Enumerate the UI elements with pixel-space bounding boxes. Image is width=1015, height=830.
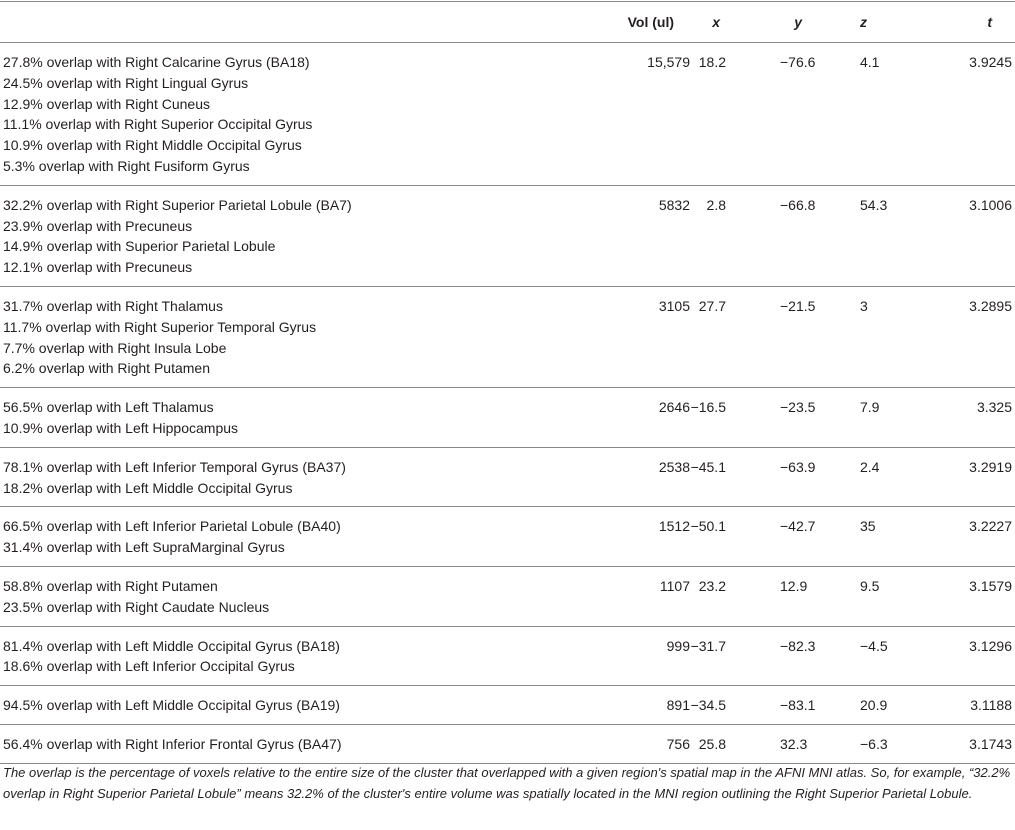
x-cell-value: −50.1 <box>690 518 726 535</box>
region-overlap-line: 14.9% overlap with Superior Parietal Lobule <box>3 238 276 255</box>
table-row <box>0 447 1015 507</box>
table-row <box>0 626 1015 686</box>
results-table <box>0 1 1015 764</box>
x-cell-value: 25.8 <box>698 735 726 752</box>
table-footnote: The overlap is the percentage of voxels relative to the entire size of the cluster that overlapped with a given region's spatial map in the AFNI MNI atlas. So, for example, “32.2% overlap in Right Superior Parietal Lobule” means 32.2% of the cluster's entire volume was spatially located in the MNI region outlining the Right Superior Parietal Lobule. <box>3 765 1011 801</box>
x-cell-value: 18.2 <box>698 54 726 70</box>
t-cell <box>930 724 1015 763</box>
x-cell <box>690 388 780 448</box>
y-cell <box>780 686 860 725</box>
t-cell-value: 3.1743 <box>969 735 1012 752</box>
region-cell <box>0 626 560 686</box>
region-cell <box>0 286 560 387</box>
region-overlap-line: 7.7% overlap with Right Insula Lobe <box>3 339 227 356</box>
z-cell <box>860 185 930 286</box>
x-cell <box>690 43 780 186</box>
y-cell-value: −76.6 <box>780 54 816 70</box>
y-cell-value: −66.8 <box>780 196 816 213</box>
x-cell-value: −31.7 <box>690 637 726 654</box>
region-overlap-line: 94.5% overlap with Left Middle Occipital Gyrus (BA19) <box>3 697 340 714</box>
table-row <box>0 185 1015 286</box>
region-overlap-line: 11.7% overlap with Right Superior Temporal Gyrus <box>3 318 317 335</box>
z-cell <box>860 43 930 186</box>
region-overlap-line: 78.1% overlap with Left Inferior Temporal Gyrus (BA37) <box>3 458 346 475</box>
x-cell <box>690 686 780 725</box>
x-cell <box>690 724 780 763</box>
volume-cell-value: 5832 <box>658 196 690 213</box>
z-cell-value: 20.9 <box>860 697 888 714</box>
x-cell-value: −45.1 <box>690 458 726 475</box>
y-cell <box>780 286 860 387</box>
region-overlap-line: 56.5% overlap with Left Thalamus <box>3 399 214 416</box>
table-row <box>0 388 1015 448</box>
region-overlap-line: 18.2% overlap with Left Middle Occipital Gyrus <box>3 479 293 496</box>
volume-cell-value: 891 <box>666 697 690 714</box>
y-cell <box>780 626 860 686</box>
y-cell <box>780 388 860 448</box>
z-cell-value: 4.1 <box>860 54 880 70</box>
x-cell-value: −34.5 <box>690 697 726 714</box>
volume-cell-value: 756 <box>666 735 690 752</box>
y-cell <box>780 566 860 626</box>
x-cell <box>690 286 780 387</box>
region-overlap-line: 11.1% overlap with Right Superior Occipital Gyrus <box>3 116 313 133</box>
x-cell-value: 2.8 <box>706 196 726 213</box>
table-row <box>0 566 1015 626</box>
region-overlap-line: 58.8% overlap with Right Putamen <box>3 577 218 594</box>
table-row <box>0 724 1015 763</box>
t-cell <box>930 185 1015 286</box>
header-z: z <box>860 2 930 43</box>
header-region <box>0 2 560 43</box>
region-overlap-line: 18.6% overlap with Left Inferior Occipital Gyrus <box>3 658 295 675</box>
z-cell <box>860 686 930 725</box>
y-cell-value: −21.5 <box>780 297 816 314</box>
z-cell <box>860 286 930 387</box>
volume-cell <box>560 185 690 286</box>
y-cell-value: −23.5 <box>780 399 816 416</box>
volume-cell <box>560 447 690 507</box>
volume-cell <box>560 286 690 387</box>
volume-cell-value: 3105 <box>658 297 690 314</box>
region-cell <box>0 724 560 763</box>
region-overlap-line: 10.9% overlap with Left Hippocampus <box>3 419 239 436</box>
z-cell <box>860 507 930 567</box>
header-vol: Vol (ul) <box>560 2 690 43</box>
table-row <box>0 286 1015 387</box>
region-overlap-line: 81.4% overlap with Left Middle Occipital Gyrus (BA18) <box>3 637 340 654</box>
volume-cell-value: 2646 <box>658 399 690 416</box>
x-cell-value: −16.5 <box>690 399 726 416</box>
volume-cell <box>560 566 690 626</box>
y-cell <box>780 185 860 286</box>
y-cell-value: −82.3 <box>780 637 816 654</box>
header-y: y <box>780 2 860 43</box>
z-cell <box>860 724 930 763</box>
table-body <box>0 43 1015 764</box>
y-cell-value: −83.1 <box>780 697 816 714</box>
header-t: t <box>930 2 1015 43</box>
z-cell-value: 54.3 <box>860 196 888 213</box>
region-overlap-line: 12.9% overlap with Right Cuneus <box>3 95 211 112</box>
region-overlap-line: 32.2% overlap with Right Superior Parietal Lobule (BA7) <box>3 196 352 213</box>
t-cell-value: 3.9245 <box>969 54 1012 70</box>
x-cell <box>690 185 780 286</box>
region-cell <box>0 185 560 286</box>
t-cell-value: 3.325 <box>976 399 1012 416</box>
z-cell-value: 2.4 <box>860 458 880 475</box>
t-cell-value: 3.1296 <box>969 637 1012 654</box>
volume-cell <box>560 626 690 686</box>
z-cell-value: 7.9 <box>860 399 880 416</box>
volume-cell <box>560 686 690 725</box>
table-row <box>0 686 1015 725</box>
z-cell-value: 9.5 <box>860 577 880 594</box>
t-cell-value: 3.1006 <box>969 196 1012 213</box>
z-cell <box>860 626 930 686</box>
y-cell <box>780 724 860 763</box>
x-cell-value: 27.7 <box>698 297 726 314</box>
region-overlap-line: 23.5% overlap with Right Caudate Nucleus <box>3 598 270 615</box>
t-cell <box>930 566 1015 626</box>
t-cell-value: 3.1579 <box>969 577 1012 594</box>
t-cell-value: 3.1188 <box>970 697 1012 714</box>
x-cell <box>690 447 780 507</box>
region-overlap-line: 5.3% overlap with Right Fusiform Gyrus <box>3 157 250 174</box>
z-cell-value: 35 <box>860 518 876 535</box>
region-cell <box>0 43 560 186</box>
region-overlap-line: 24.5% overlap with Right Lingual Gyrus <box>3 74 249 91</box>
z-cell-value: −6.3 <box>860 735 888 752</box>
z-cell <box>860 447 930 507</box>
region-cell <box>0 507 560 567</box>
z-cell-value: −4.5 <box>860 637 888 654</box>
volume-cell-value: 15,579 <box>647 54 690 70</box>
table-row <box>0 507 1015 567</box>
t-cell-value: 3.2919 <box>969 458 1012 475</box>
region-overlap-line: 31.7% overlap with Right Thalamus <box>3 297 223 314</box>
region-overlap-line: 23.9% overlap with Precuneus <box>3 217 193 234</box>
region-cell <box>0 686 560 725</box>
volume-cell-value: 1512 <box>658 518 690 535</box>
z-cell <box>860 566 930 626</box>
volume-cell <box>560 388 690 448</box>
t-cell-value: 3.2895 <box>969 297 1012 314</box>
region-cell <box>0 388 560 448</box>
x-cell <box>690 566 780 626</box>
region-overlap-line: 12.1% overlap with Precuneus <box>3 259 193 276</box>
z-cell-value: 3 <box>860 297 868 314</box>
table-header-row <box>0 2 1015 43</box>
table-row <box>0 43 1015 186</box>
t-cell-value: 3.2227 <box>969 518 1012 535</box>
y-cell-value: −63.9 <box>780 458 816 475</box>
region-overlap-line: 6.2% overlap with Right Putamen <box>3 360 210 377</box>
region-overlap-line: 31.4% overlap with Left SupraMarginal Gyrus <box>3 539 285 556</box>
y-cell-value: −42.7 <box>780 518 816 535</box>
y-cell <box>780 507 860 567</box>
z-cell <box>860 388 930 448</box>
volume-cell-value: 999 <box>666 637 690 654</box>
t-cell <box>930 507 1015 567</box>
t-cell <box>930 388 1015 448</box>
volume-cell <box>560 43 690 186</box>
region-overlap-line: 27.8% overlap with Right Calcarine Gyrus (BA18) <box>3 54 310 70</box>
region-cell <box>0 447 560 507</box>
header-x: x <box>690 2 780 43</box>
volume-cell <box>560 724 690 763</box>
volume-cell <box>560 507 690 567</box>
volume-cell-value: 2538 <box>658 458 690 475</box>
t-cell <box>930 686 1015 725</box>
t-cell <box>930 43 1015 186</box>
t-cell <box>930 286 1015 387</box>
y-cell <box>780 43 860 186</box>
region-cell <box>0 566 560 626</box>
region-overlap-line: 56.4% overlap with Right Inferior Frontal Gyrus (BA47) <box>3 735 342 752</box>
volume-cell-value: 1107 <box>659 577 690 594</box>
y-cell-value: 12.9 <box>780 577 808 594</box>
region-overlap-line: 66.5% overlap with Left Inferior Parietal Lobule (BA40) <box>3 518 341 535</box>
region-overlap-line: 10.9% overlap with Right Middle Occipital Gyrus <box>3 137 302 154</box>
t-cell <box>930 626 1015 686</box>
y-cell <box>780 447 860 507</box>
x-cell <box>690 507 780 567</box>
x-cell <box>690 626 780 686</box>
t-cell <box>930 447 1015 507</box>
y-cell-value: 32.3 <box>780 735 808 752</box>
x-cell-value: 23.2 <box>698 577 726 594</box>
